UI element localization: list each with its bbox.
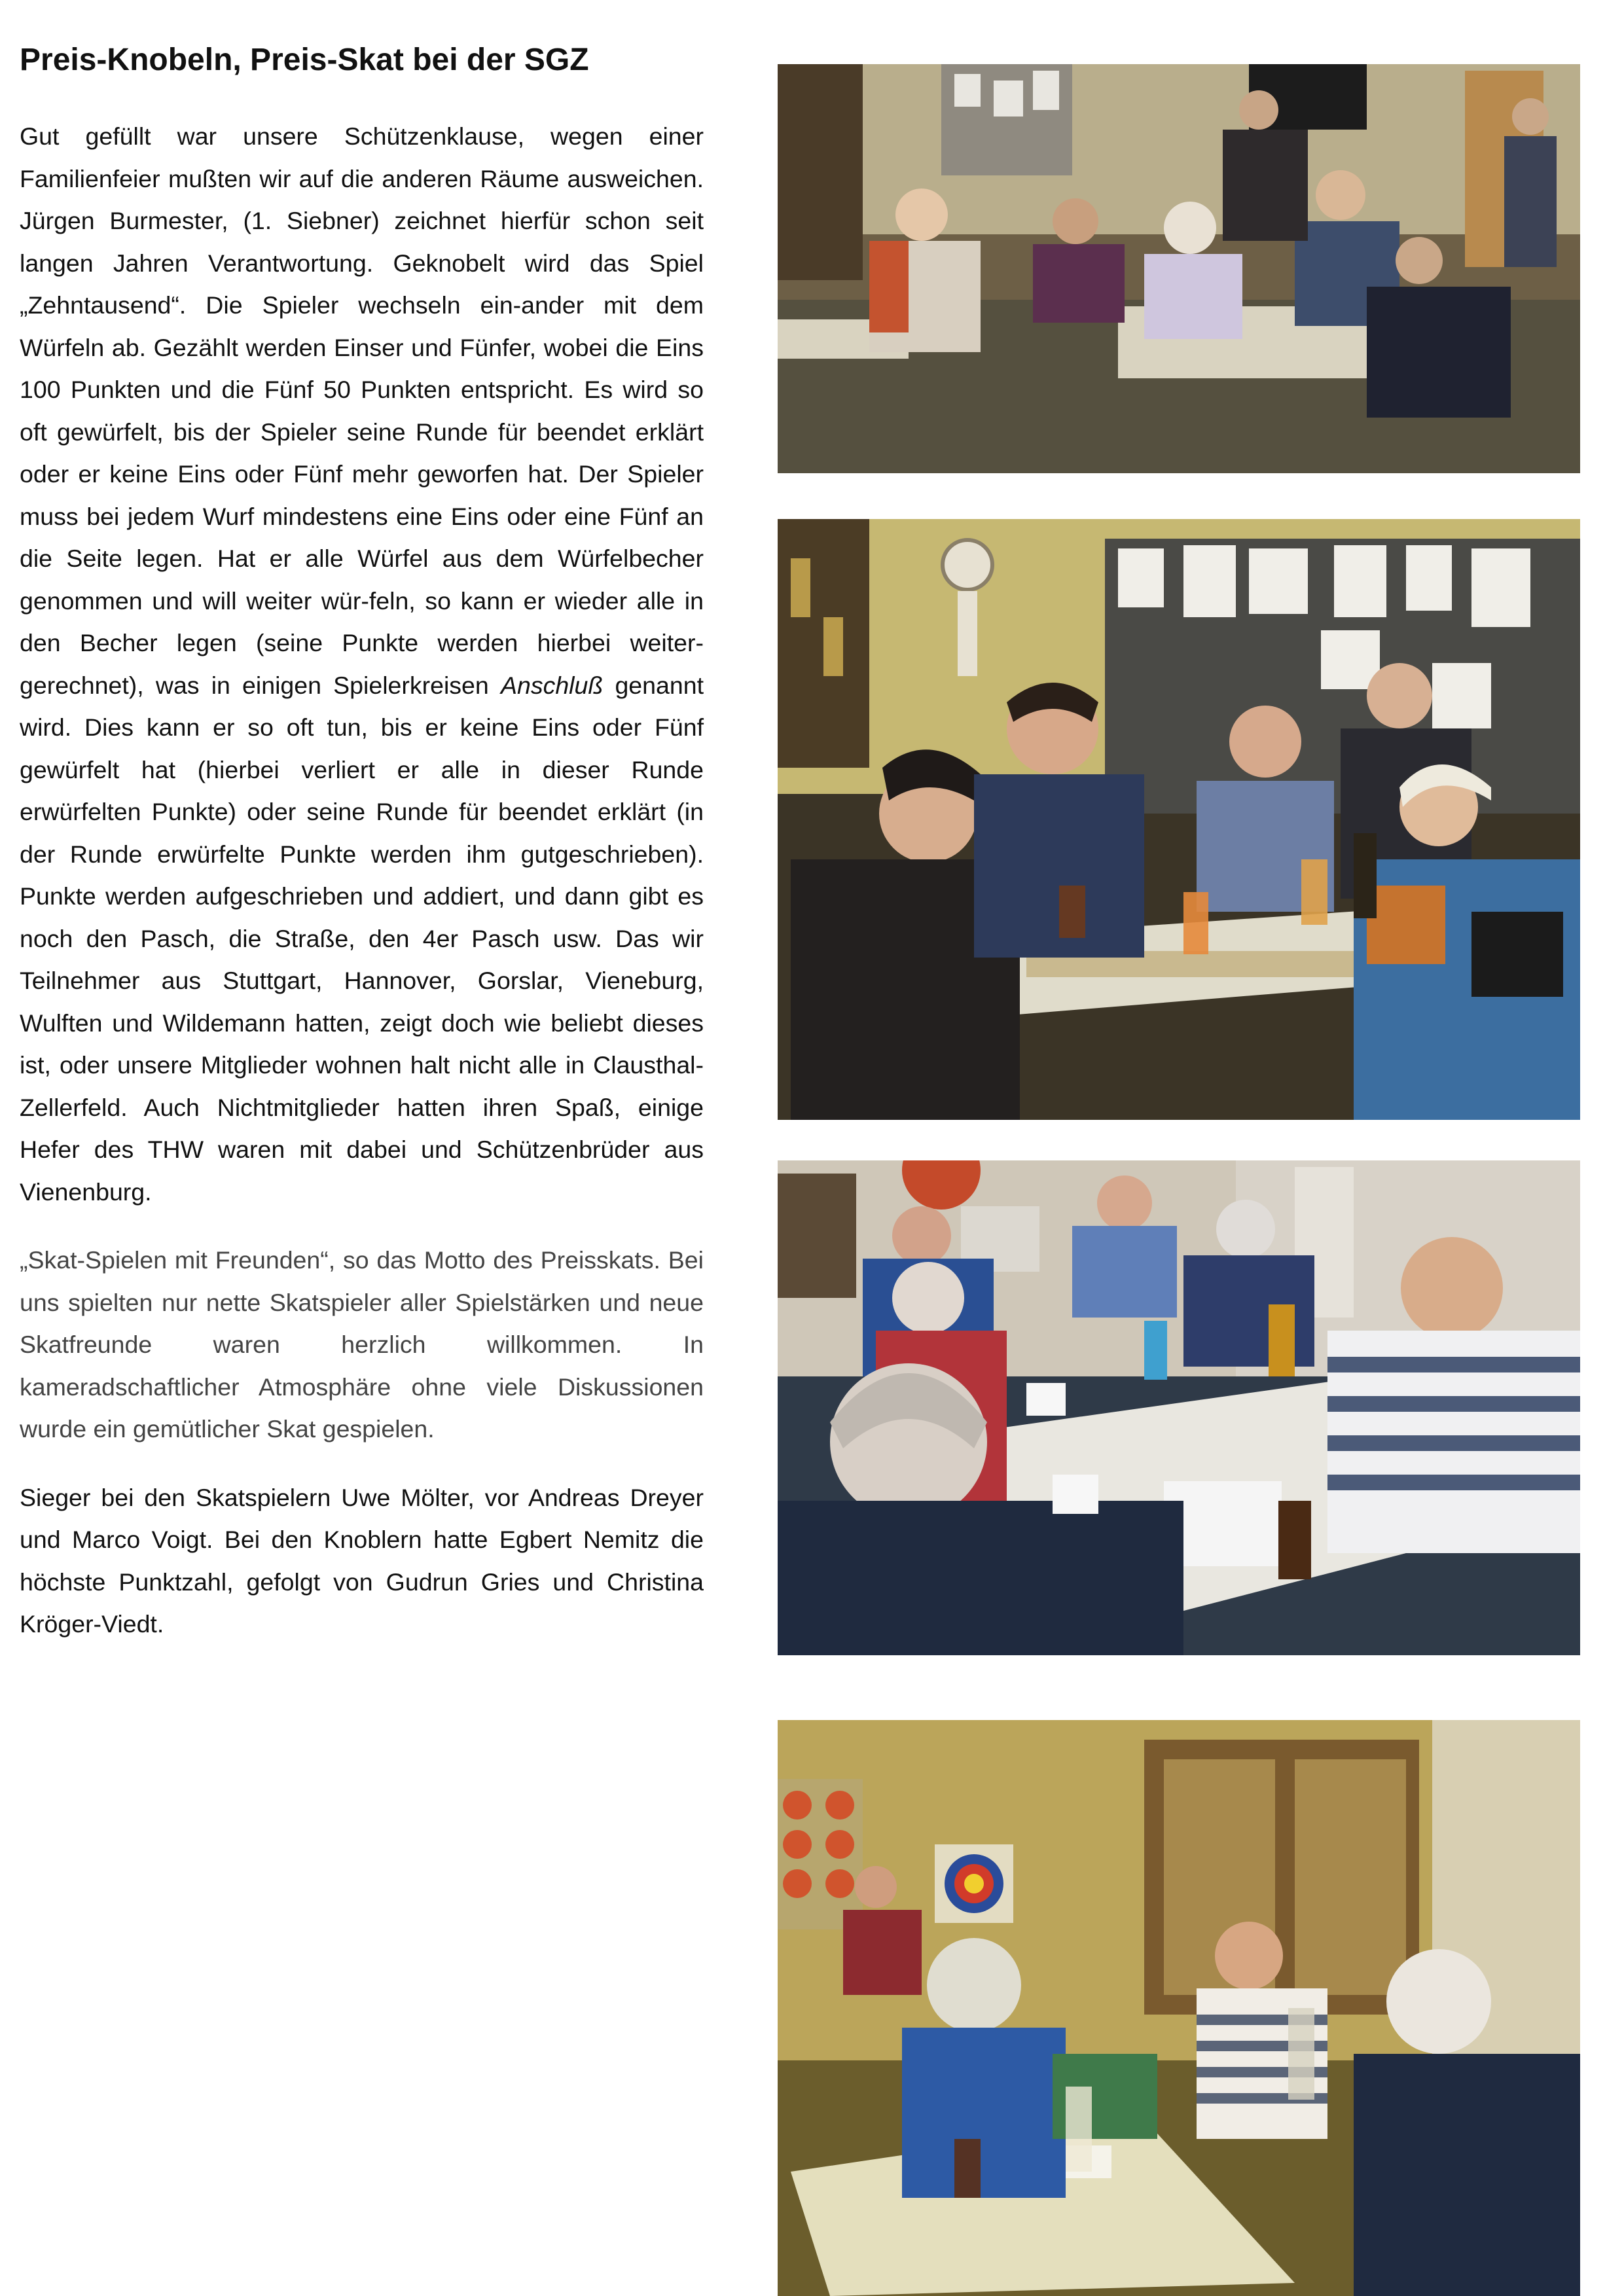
paragraph-skat: „Skat-Spielen mit Freunden“, so das Motto des Preisskats. Bei uns spielten nur nette Skatspieler aller Spielstärken und neue Skatfreunde waren herzlich willkommen. In kameradschaftlicher Atmosphäre ohne viele Diskussionen wurde ein gemütlicher Skat gespielen. xyxy=(20,1246,704,1443)
paragraph-knobeln-part2: genannt wird. Dies kann er so oft tun, bis er keine Eins oder Fünf gewürfelt hat (hierbei verliert er alle in dieser Runde erwürfelten Punkte) oder seine Runde für beendet erklärt (in der Runde erwürfelte Punkte werden ihm gutgeschrieben). Punkte werden aufgeschrieben und addiert, und dann gibt es noch den Pasch, die Straße, den 4er Pasch usw. Das wir Teilnehmer aus Stuttgart, Hannover, Gorslar, Vieneburg, Wulften und Wildemann hatten, zeigt doch wie beliebt dieses ist, oder unsere Mitglieder wohnen halt nicht alle in Clausthal-Zellerfeld. Auch Nichtmitglieder hatten ihren Spaß, einige Hefer des THW waren mit dabei und Schützenbrüder aus Vienenburg. xyxy=(20,671,704,1206)
photo-skat-players xyxy=(778,1160,1580,1655)
photo-archery-room xyxy=(778,1720,1580,2296)
paragraph-winners: Sieger bei den Skatspielern Uwe Mölter, vor Andreas Dreyer und Marco Voigt. Bei den Knoblern hatte Egbert Nemitz die höchste Punktzahl, gefolgt von Gudrun Gries und Christina Kröger-Viedt. xyxy=(20,1483,704,1638)
article-title: Preis-Knobeln, Preis-Skat bei der SGZ xyxy=(20,43,589,77)
photo-knobel-table xyxy=(778,519,1580,1120)
italic-term: Anschluß xyxy=(500,671,604,699)
photo-clubroom xyxy=(778,64,1580,473)
paragraph-knobeln xyxy=(20,115,704,1213)
paragraph-knobeln-part1: Gut gefüllt war unsere Schützenklause, wegen einer Familienfeier mußten wir auf die anderen Räume ausweichen. Jürgen Burmester, (1. Siebner) zeichnet hierfür schon seit langen Jahren Verantwortung. Geknobelt wird das Spiel „Zehntausend“. Die Spieler wechseln ein-ander mit dem Würfeln ab. Gezählt werden Einser und Fünfer, wobei die Eins 100 Punkten und die Fünf 50 Punkten entspricht. Es wird so oft gewürfelt, bis der Spieler seine Runde für beendet erklärt oder er keine Eins oder Fünf mehr geworfen hat. Der Spieler muss bei jedem Wurf mindestens eine Eins oder eine Fünf an die Seite legen. Hat er alle Würfel aus dem Würfelbecher genommen und will weiter wür-feln, so kann er wieder alle in den Becher legen (seine Punkte werden hierbei weiter-gerechnet), was in einigen Spielerkreisen xyxy=(20,122,704,699)
article-text-column xyxy=(20,39,704,1672)
